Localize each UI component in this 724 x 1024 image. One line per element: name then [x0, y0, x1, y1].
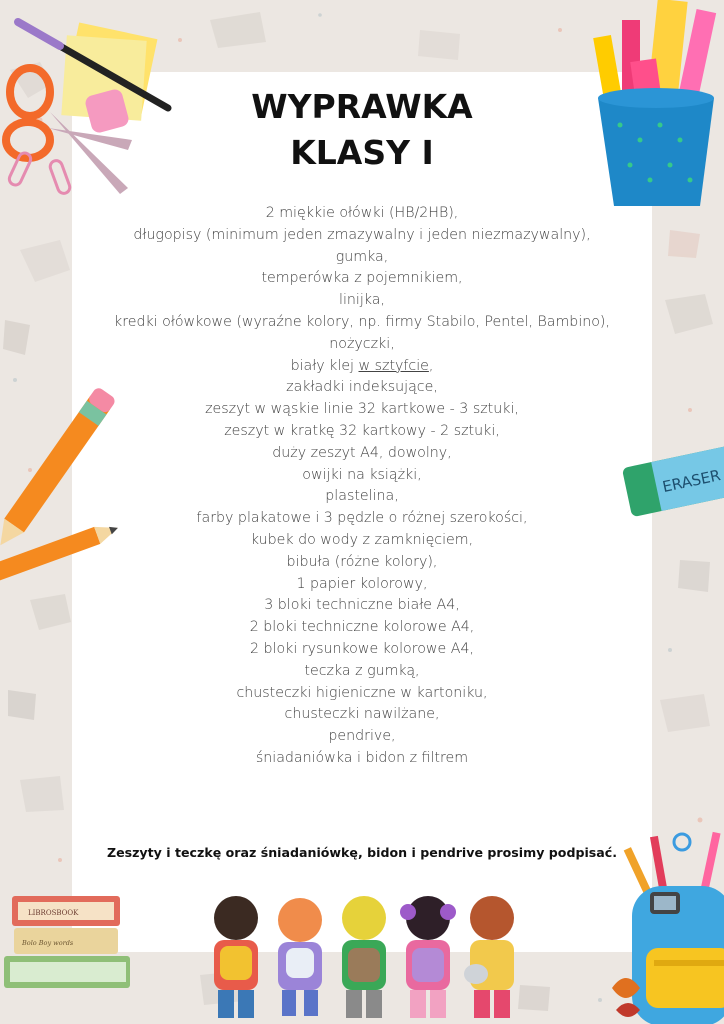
children-illustration [196, 890, 532, 1024]
list-item [72, 356, 652, 378]
glue-underlined: w sztyfcie [358, 357, 429, 374]
child-icon [342, 896, 386, 1018]
list-item: chusteczki nawilżane, [284, 706, 440, 723]
book-label-top: LIBROSBOOK [28, 909, 79, 917]
child-icon [278, 898, 322, 1016]
list-item: farby plakatowe i 3 pędzle o różnej szerokości, [196, 510, 528, 527]
list-item: kubek do wody z zamknięciem, [250, 531, 474, 548]
list-item: zeszyt w wąskie linie 32 kartkowe - 3 sztuki, [205, 401, 519, 418]
backpack-illustration [610, 828, 724, 1024]
books-illustration [0, 890, 140, 1000]
list-item: 3 bloki techniczne białe A4, [264, 597, 460, 614]
glue-suffix: , [428, 357, 434, 374]
eraser-label: ERASER [660, 466, 723, 497]
book-label-middle: Bolo Boy words [22, 939, 74, 947]
child-icon [400, 896, 456, 1018]
list-item: nożyczki, [329, 335, 395, 352]
list-item: linijka, [339, 292, 385, 309]
list-item: bibuła (różne kolory), [286, 553, 438, 570]
cup-icon [598, 88, 714, 206]
list-item: długopisy (minimum jeden zmazywalny i jeden niezmazywalny), [133, 226, 591, 243]
footer-note: Zeszyty i teczkę oraz śniadaniówkę, bidon i pendrive prosimy podpisać. [106, 845, 618, 860]
title-line-1: WYPRAWKA [251, 87, 473, 126]
list-item: plastelina, [325, 488, 399, 505]
list-item: kredki ołówkowe (wyraźne kolory, np. firmy Stabilo, Pentel, Bambino), [114, 313, 610, 330]
list-item: duży zeszyt A4, dowolny, [272, 444, 452, 461]
title-line-2: KLASY I [290, 133, 434, 172]
pencil-cup-illustration [590, 0, 724, 210]
list-item: owijki na książki, [302, 466, 422, 483]
list-item: 1 papier kolorowy, [296, 575, 428, 592]
list-item: śniadaniówka i bidon z filtrem [255, 749, 469, 766]
list-item: zakładki indeksujące, [286, 379, 438, 396]
list-item: zeszyt w kratkę 32 kartkowy - 2 sztuki, [224, 422, 500, 439]
list-item: 2 bloki rysunkowe kolorowe A4, [250, 640, 474, 657]
pencils-illustration [0, 380, 140, 590]
list-item: teczka z gumką, [304, 662, 420, 679]
backpack-icon [632, 886, 724, 1024]
list-item: 2 bloki techniczne kolorowe A4, [249, 619, 475, 636]
child-icon [214, 896, 258, 1018]
list-item: pendrive, [328, 728, 396, 745]
list-item: gumka, [335, 248, 389, 265]
list-item: chusteczki higieniczne w kartoniku, [236, 684, 488, 701]
stationery-illustration [0, 0, 190, 210]
supply-list [72, 203, 652, 770]
eraser-illustration [622, 436, 724, 530]
child-icon [464, 896, 514, 1018]
list-item: 2 miękkie ołówki (HB/2HB), [265, 205, 459, 221]
list-item: temperówka z pojemnikiem, [261, 270, 463, 287]
glue-text: biały klej [290, 357, 359, 374]
